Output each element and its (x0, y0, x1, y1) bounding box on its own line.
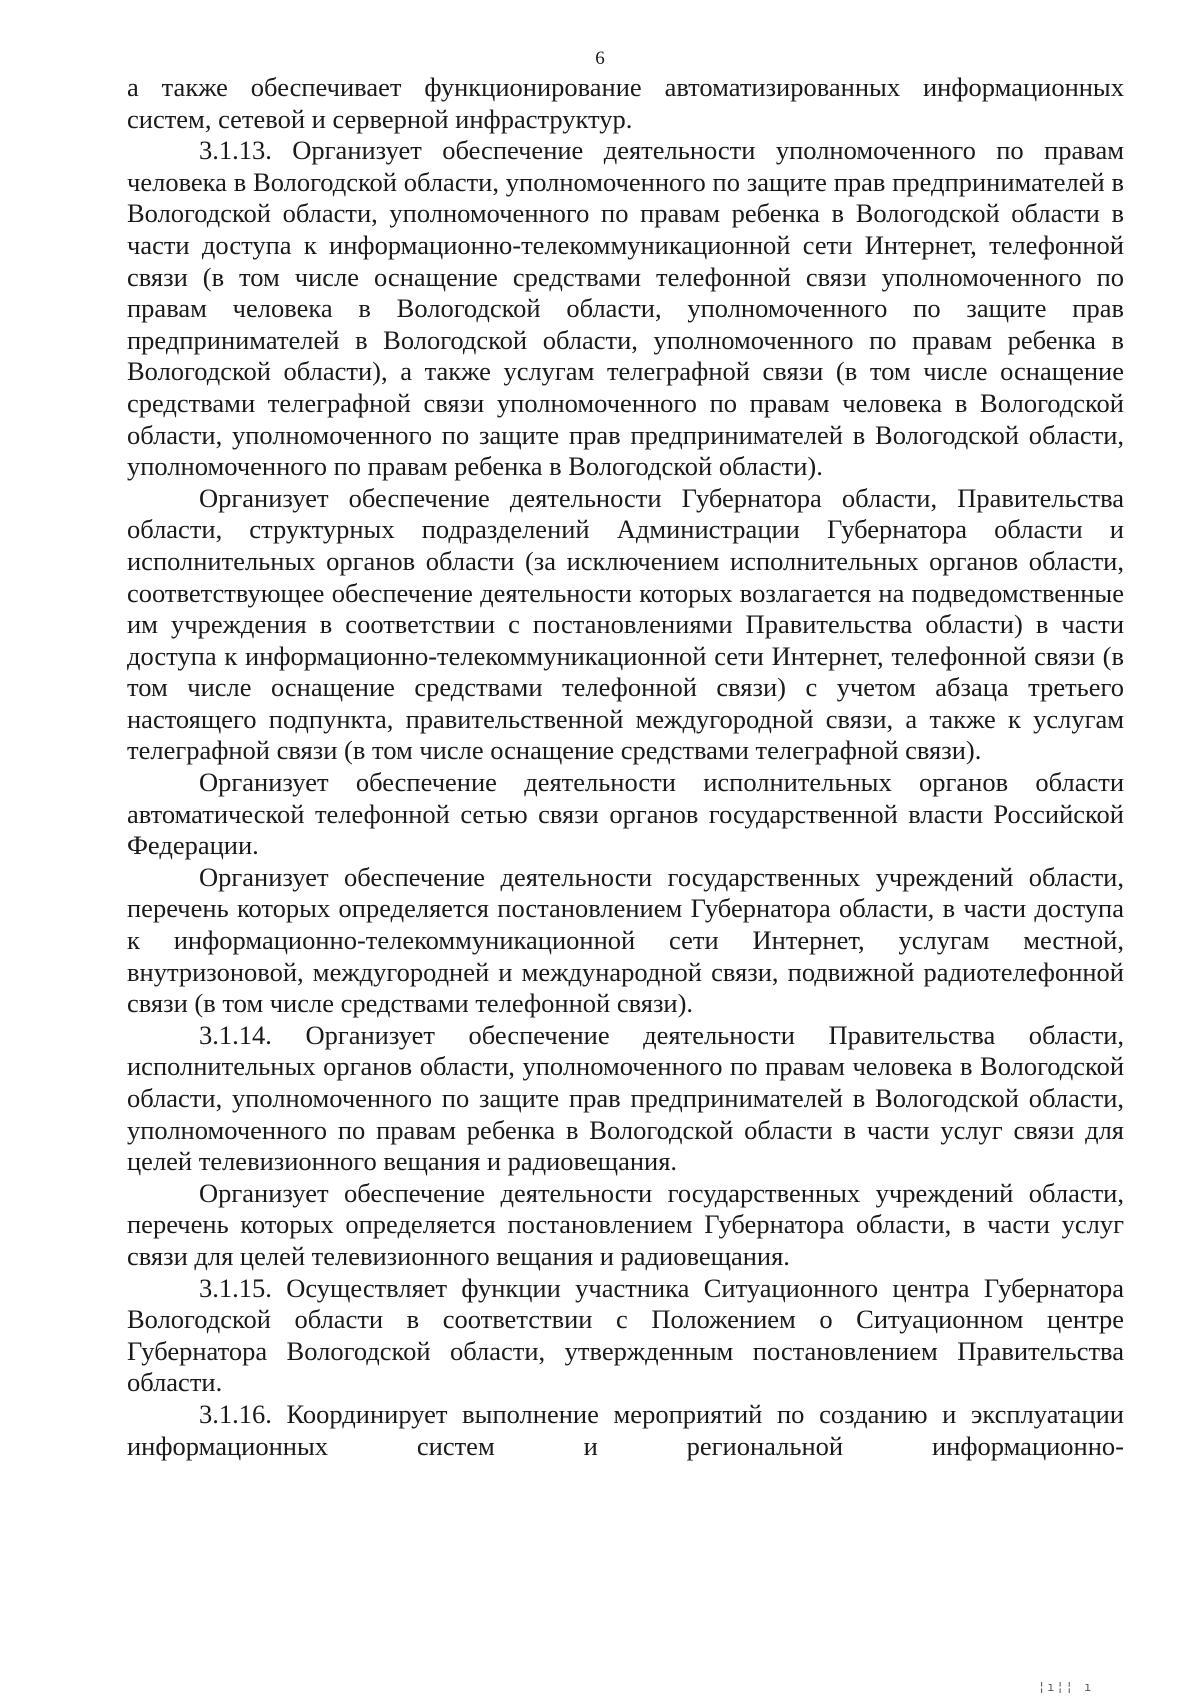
scan-artifact-marks: ¦ı¦¦ ı (1038, 1680, 1094, 1694)
paragraph-state-institutions-broadcasting: Организует обеспечение деятельности государственных учреждений области, перечень которых определяется постановлением Губернатора области, в части услуг связи для целей телевизионного вещания и радиовещания. (127, 1177, 1124, 1271)
paragraph-3-1-13: 3.1.13. Организует обеспечение деятельности уполномоченного по правам человека в Вологодской области, уполномоченного по защите прав предпринимателей в Вологодской области, уполномоченного по правам ребенка в Вологодской области в части доступа к информационно-телекоммуникационной сети Интернет, телефонной связи (в том числе оснащение средствами телефонной связи уполномоченного по правам человека в Вологодской области, уполномоченного по защите прав предпринимателей в Вологодской области, уполномоченного по правам ребенка в Вологодской области), а также услугам телеграфной связи (в том числе оснащение средствами телеграфной связи уполномоченного по правам человека в Вологодской области, уполномоченного по защите прав предпринимателей в Вологодской области, уполномоченного по правам ребенка в Вологодской области). (127, 135, 1124, 482)
paragraph-state-institutions-communications: Организует обеспечение деятельности государственных учреждений области, перечень которых определяется постановлением Губернатора области, в части доступа к информационно-телекоммуникационной сети Интернет, услугам местной, внутризоновой, междугородней и международной связи, подвижной радиотелефонной связи (в том числе средствами телефонной связи). (127, 861, 1124, 1019)
paragraph-governor-support: Организует обеспечение деятельности Губернатора области, Правительства области, структурных подразделений Администрации Губернатора области и исполнительных органов области (за исключением исполнительных органов области, соответствующее обеспечение деятельности которых возлагается на подведомственные им учреждения в соответствии с постановлениями Правительства области) в части доступа к информационно-телекоммуникационной сети Интернет, телефонной связи (в том числе оснащение средствами телефонной связи) с учетом абзаца третьего настоящего подпункта, правительственной междугородной связи, а также к услугам телеграфной связи (в том числе оснащение средствами телеграфной связи). (127, 482, 1124, 766)
paragraph-continuation: а также обеспечивает функционирование автоматизированных информационных систем, сетевой и серверной инфраструктур. (127, 72, 1124, 134)
page-number: 6 (595, 48, 605, 69)
paragraph-3-1-16: 3.1.16. Координирует выполнение мероприятий по созданию и эксплуатации информационных систем и региональной информационно- (127, 1398, 1124, 1461)
paragraph-3-1-15: 3.1.15. Осуществляет функции участника Ситуационного центра Губернатора Вологодской области в соответствии с Положением о Ситуационном центре Губернатора Вологодской области, утвержденным постановлением Правительства области. (127, 1272, 1124, 1398)
paragraph-automatic-telephone-network: Организует обеспечение деятельности исполнительных органов области автоматической телефонной сетью связи органов государственной власти Российской Федерации. (127, 767, 1124, 861)
paragraph-3-1-14: 3.1.14. Организует обеспечение деятельности Правительства области, исполнительных органов области, уполномоченного по правам человека в Вологодской области, уполномоченного по защите прав предпринимателей в Вологодской области, уполномоченного по правам ребенка в Вологодской области в части услуг связи для целей телевизионного вещания и радиовещания. (127, 1019, 1124, 1177)
document-body (127, 72, 1124, 1462)
